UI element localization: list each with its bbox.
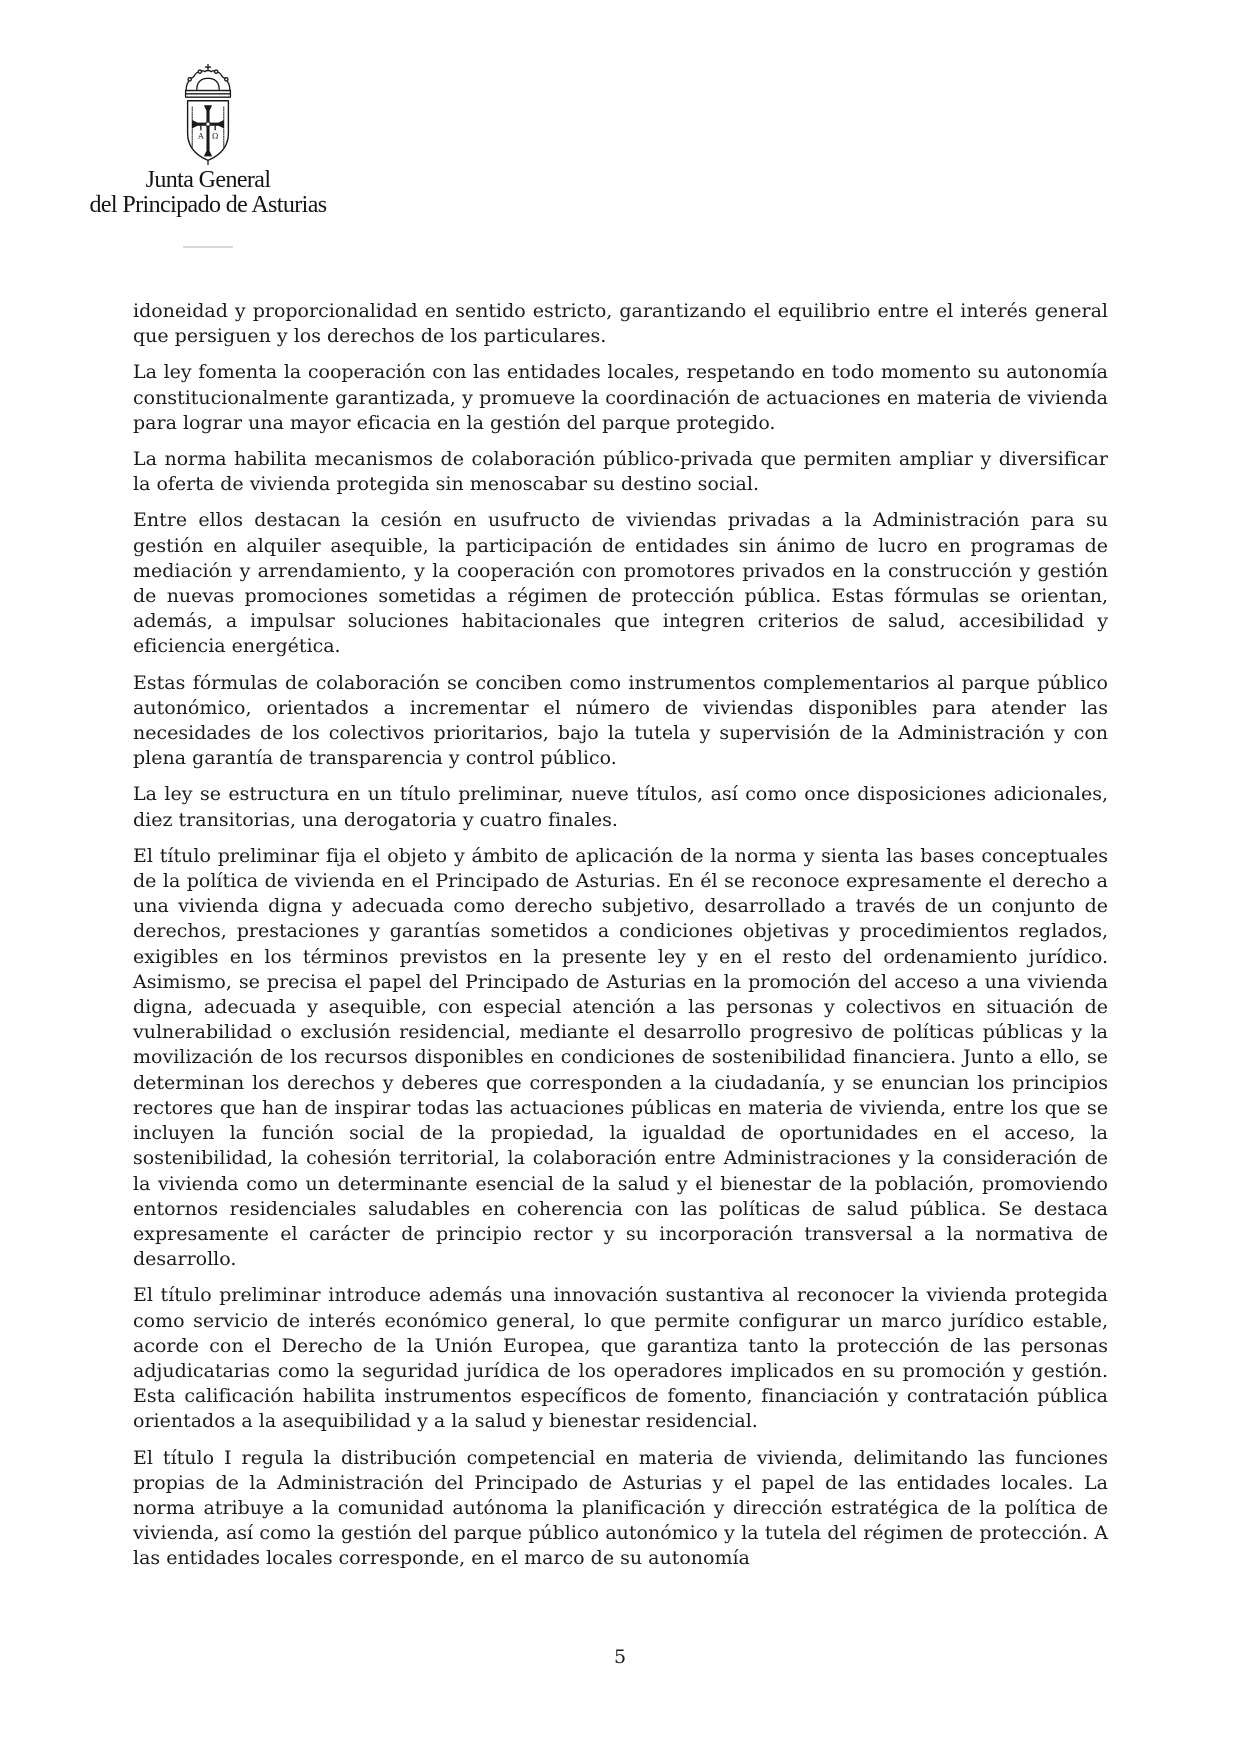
document-body	[133, 299, 1108, 1583]
svg-text:Α: Α	[198, 131, 204, 141]
paragraph-9: El título I regula la distribución competencial en materia de vivienda, delimitando las funciones propias de la Administración del Principado de Asturias y el papel de las entidades locales. La norma atribuye a la comunidad autónoma la planificación y dirección estratégica de la política de vivienda, así como la gestión del parque público autonómico y la tutela del régimen de protección. A las entidades locales corresponde, en el marco de su autonomía	[133, 1446, 1108, 1570]
paragraph-4: Entre ellos destacan la cesión en usufructo de viviendas privadas a la Administración para su gestión en alquiler asequible, la participación de entidades sin ánimo de lucro en programas de mediación y arrendamiento, y la cooperación con promotores privados en la construcción y gestión de nuevas promociones sometidas a régimen de protección pública. Estas fórmulas se orientan, además, a impulsar soluciones habitacionales que integren criterios de salud, accesibilidad y eficiencia energética.	[133, 509, 1108, 658]
coat-of-arms-icon	[179, 62, 237, 168]
paragraph-2: La ley fomenta la cooperación con las entidades locales, respetando en todo momento su autonomía constitucionalmente garantizada, y promueve la coordinación de actuaciones en materia de vivienda para lograr una mayor eficacia en la gestión del parque protegido.	[133, 361, 1108, 434]
paragraph-7: El título preliminar fija el objeto y ámbito de aplicación de la norma y sienta las bases conceptuales de la política de vivienda en el Principado de Asturias. En él se reconoce expresamente el derecho a una vivienda digna y adecuada como derecho subjetivo, desarrollado a través de un conjunto de derechos, prestaciones y garantías sometidos a condiciones objetivas y procedimientos reglados, exigibles en los términos previstos en la presente ley y en el resto del ordenamiento jurídico. Asimismo, se precisa el papel del Principado de Asturias en la promoción del acceso a una vivienda digna, adecuada y asequible, con especial atención a las personas y colectivos en situación de vulnerabilidad o exclusión residencial, mediante el desarrollo progresivo de políticas públicas y la movilización de los recursos disponibles en condiciones de sostenibilidad financiera. Junto a ello, se determinan los derechos y deberes que corresponden a la ciudadanía, y se enuncian los principios rectores que han de inspirar todas las actuaciones públicas en materia de vivienda, entre los que se incluyen la función social de la propiedad, la igualdad de oportunidades en el acceso, la sostenibilidad, la cohesión territorial, la colaboración entre Administraciones y la consideración de la vivienda como un determinante esencial de la salud y el bienestar de la población, promoviendo entornos residenciales saludables en coherencia con las políticas de salud pública. Se destaca expresamente el carácter de principio rector y su incorporación transversal a la normativa de desarrollo.	[133, 844, 1108, 1271]
paragraph-1: idoneidad y proporcionalidad en sentido estricto, garantizando el equilibrio entre el interés general que persiguen y los derechos de los particulares.	[133, 300, 1108, 348]
page-number: 5	[613, 1646, 627, 1668]
paragraph-3: La norma habilita mecanismos de colaboración público-privada que permiten ampliar y diversificar la oferta de vivienda protegida sin menoscabar su destino social.	[133, 448, 1108, 496]
org-name-line2: del Principado de Asturias	[89, 192, 327, 218]
document-header	[74, 62, 342, 248]
paragraph-8: El título preliminar introduce además una innovación sustantiva al reconocer la vivienda protegida como servicio de interés económico general, lo que permite configurar un marco jurídico estable, acorde con el Derecho de la Unión Europea, que garantiza tanto la protección de las personas adjudicatarias como la seguridad jurídica de los operadores implicados en su promoción y gestión. Esta calificación habilita instrumentos específicos de fomento, financiación y contratación pública orientados a la asequibilidad y a la salud y bienestar residencial.	[133, 1284, 1108, 1433]
paragraph-5: Estas fórmulas de colaboración se conciben como instrumentos complementarios al parque público autonómico, orientados a incrementar el número de viviendas disponibles para atender las necesidades de los colectivos prioritarios, bajo la tutela y supervisión de la Administración y con plena garantía de transparencia y control público.	[133, 671, 1108, 770]
org-name-line1: Junta General	[145, 167, 271, 193]
svg-text:Ω: Ω	[211, 131, 219, 141]
paragraph-6: La ley se estructura en un título preliminar, nueve títulos, así como once disposiciones adicionales, diez transitorias, una derogatoria y cuatro finales.	[133, 783, 1108, 831]
header-divider	[183, 246, 233, 248]
